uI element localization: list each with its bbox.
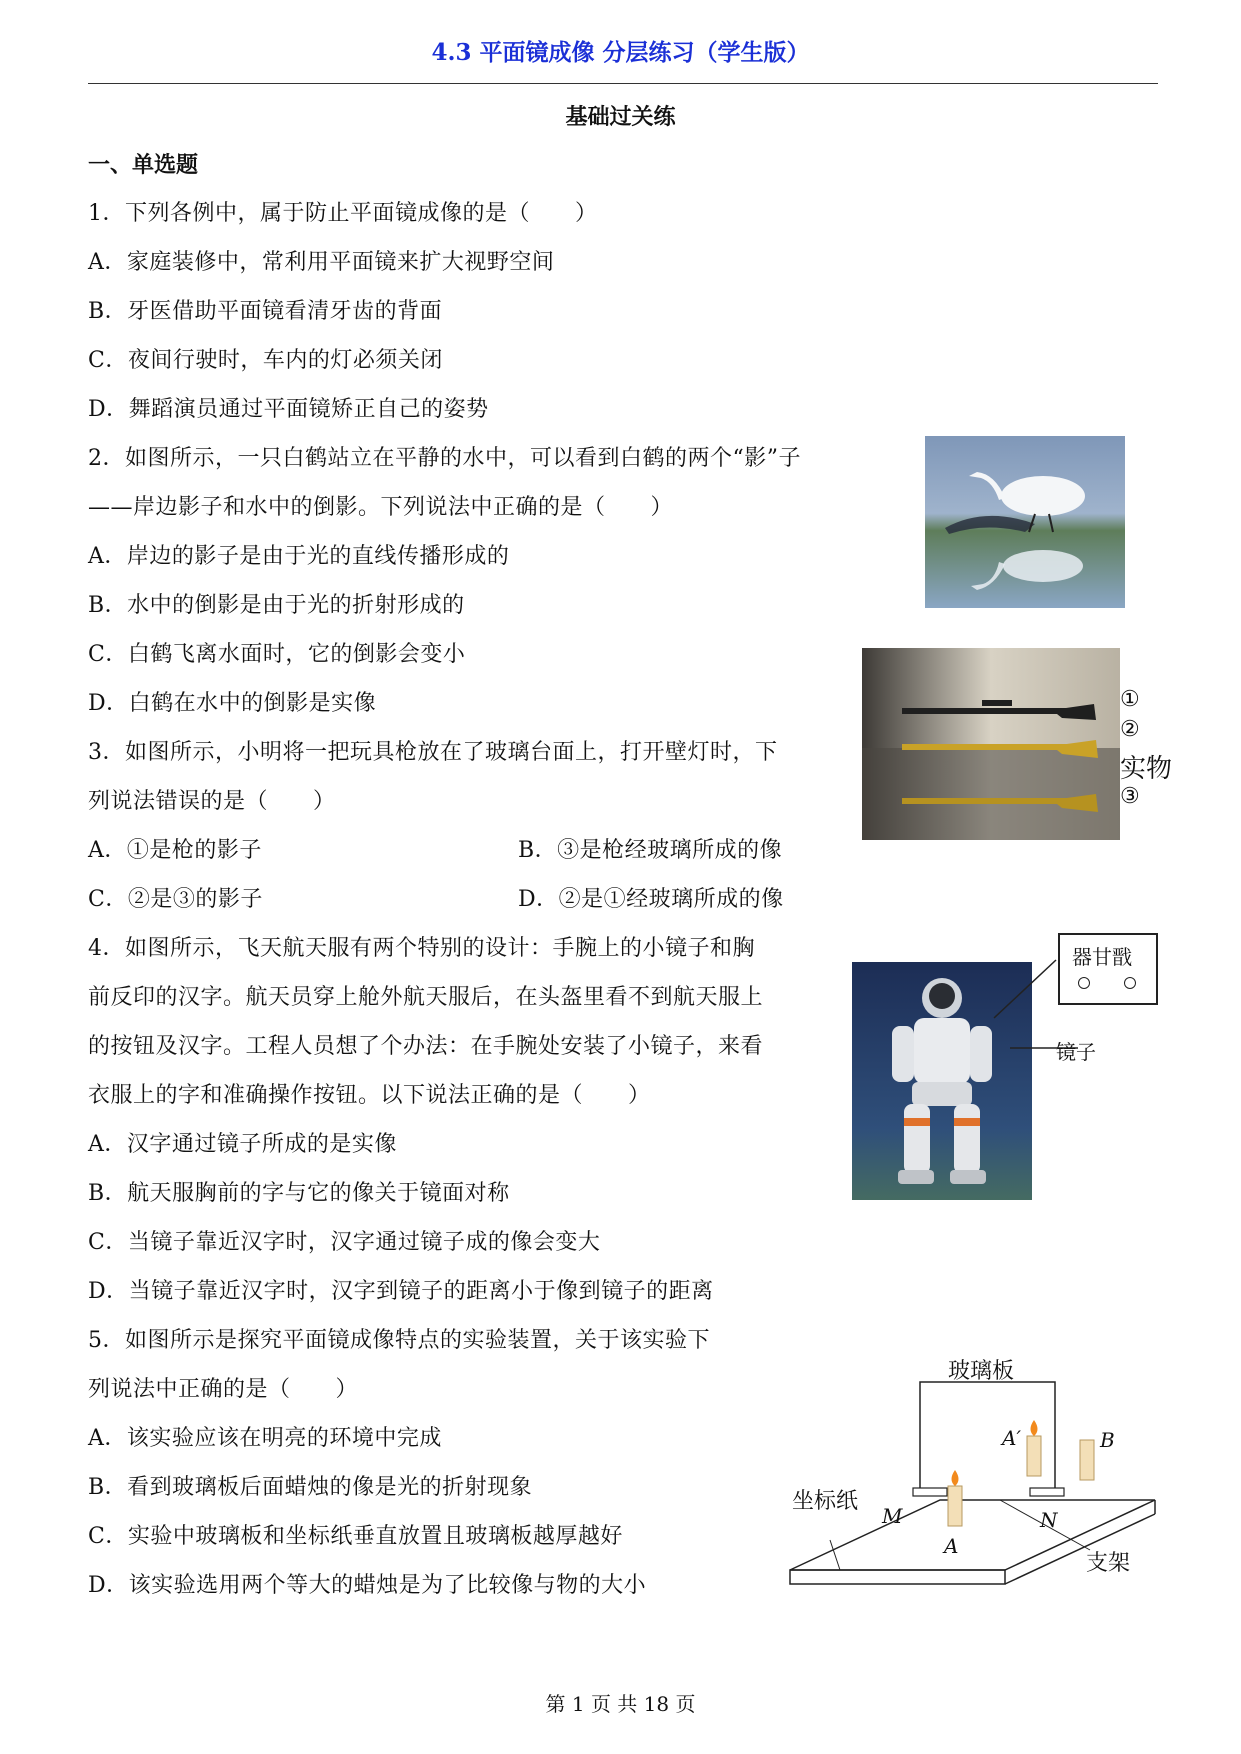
q4-stem-line2: 前反印的汉字。航天员穿上舱外航天服后，在头盔里看不到航天服上: [88, 985, 764, 1010]
q4-stem-line3: 的按钮及汉字。工程人员想了个办法：在手腕处安装了小镜子，来看: [88, 1034, 764, 1059]
q3-label-2: ②: [1120, 717, 1140, 742]
q1-option-c: C．夜间行驶时，车内的灯必须关闭: [88, 348, 443, 373]
q1-option-b: B．牙医借助平面镜看清牙齿的背面: [88, 299, 443, 324]
q5-option-b: B．看到玻璃板后面蜡烛的像是光的折射现象: [88, 1475, 533, 1500]
egret-photo: [925, 436, 1125, 608]
q3-label-3: ③: [1120, 784, 1140, 809]
q2-option-a: A．岸边的影子是由于光的直线传播形成的: [88, 544, 510, 569]
q4-option-d: D．当镜子靠近汉字时，汉字到镜子的距离小于像到镜子的距离: [88, 1279, 714, 1304]
q5-label-n: N: [1040, 1508, 1058, 1532]
q4-stem-line1: 4．如图所示，飞天航天服有两个特别的设计：手腕上的小镜子和胸: [88, 936, 755, 961]
q2-stem-line2: ——岸边影子和水中的倒影。下列说法中正确的是（ ）: [88, 495, 674, 520]
section-title: 基础过关练: [565, 104, 676, 130]
q1-stem: 1．下列各例中，属于防止平面镜成像的是（ ）: [88, 201, 598, 226]
q3-label-object: 实物: [1120, 754, 1173, 784]
q5-label-b: B: [1100, 1428, 1115, 1452]
q3-label-1: ①: [1120, 687, 1140, 712]
q4-stem-line4: 衣服上的字和准确操作按钮。以下说法正确的是（ ）: [88, 1083, 651, 1108]
q2-option-d: D．白鹤在水中的倒影是实像: [88, 691, 377, 716]
part-heading: 一、单选题: [88, 152, 199, 178]
button-icon: [1078, 977, 1090, 989]
q2-option-c: C．白鹤飞离水面时，它的倒影会变小: [88, 642, 466, 667]
q1-option-a: A．家庭装修中，常利用平面镜来扩大视野空间: [88, 250, 555, 275]
header-divider: [88, 83, 1158, 84]
q1-option-d: D．舞蹈演员通过平面镜矫正自己的姿势: [88, 397, 489, 422]
q4-option-a: A．汉字通过镜子所成的是实像: [88, 1132, 397, 1157]
q5-label-paper: 坐标纸: [792, 1489, 859, 1514]
q5-stem-line1: 5．如图所示是探究平面镜成像特点的实验装置，关于该实验下: [88, 1328, 710, 1353]
q5-label-a-prime: A′: [1002, 1426, 1021, 1450]
q4-label-mirror: 镜子: [1056, 1040, 1096, 1064]
q4-box-text: 器甘戬: [1072, 945, 1132, 969]
q5-option-c: C．实验中玻璃板和坐标纸垂直放置且玻璃板越厚越好: [88, 1524, 623, 1549]
q3-option-b: B．③是枪经玻璃所成的像: [518, 838, 783, 863]
q3-stem-line1: 3．如图所示，小明将一把玩具枪放在了玻璃台面上，打开壁灯时，下: [88, 740, 778, 765]
toy-gun-photo: [862, 648, 1120, 840]
q5-option-d: D．该实验选用两个等大的蜡烛是为了比较像与物的大小: [88, 1573, 647, 1598]
button-icon: [1124, 977, 1136, 989]
q4-option-c: C．当镜子靠近汉字时，汉字通过镜子成的像会变大: [88, 1230, 601, 1255]
q2-option-b: B．水中的倒影是由于光的折射形成的: [88, 593, 465, 618]
q4-label-box: [1058, 933, 1158, 1005]
q3-option-d: D．②是①经玻璃所成的像: [518, 887, 784, 912]
page-footer: 第 1 页 共 18 页: [545, 1692, 696, 1716]
q5-label-stand: 支架: [1086, 1551, 1131, 1576]
q5-label-a: A: [944, 1534, 959, 1558]
q5-option-a: A．该实验应该在明亮的环境中完成: [88, 1426, 442, 1451]
q5-stem-line2: 列说法中正确的是（ ）: [88, 1377, 359, 1402]
q2-stem-line1: 2．如图所示，一只白鹤站立在平静的水中，可以看到白鹤的两个“影”子: [88, 446, 801, 471]
q3-stem-line2: 列说法错误的是（ ）: [88, 789, 336, 814]
page-title: 4.3 平面镜成像 分层练习（学生版）: [431, 39, 810, 66]
q4-option-b: B．航天服胸前的字与它的像关于镜面对称: [88, 1181, 510, 1206]
q3-option-a: A．①是枪的影子: [88, 838, 262, 863]
q5-label-m: M: [882, 1504, 903, 1528]
q5-label-glass: 玻璃板: [948, 1359, 1015, 1384]
q3-option-c: C．②是③的影子: [88, 887, 263, 912]
